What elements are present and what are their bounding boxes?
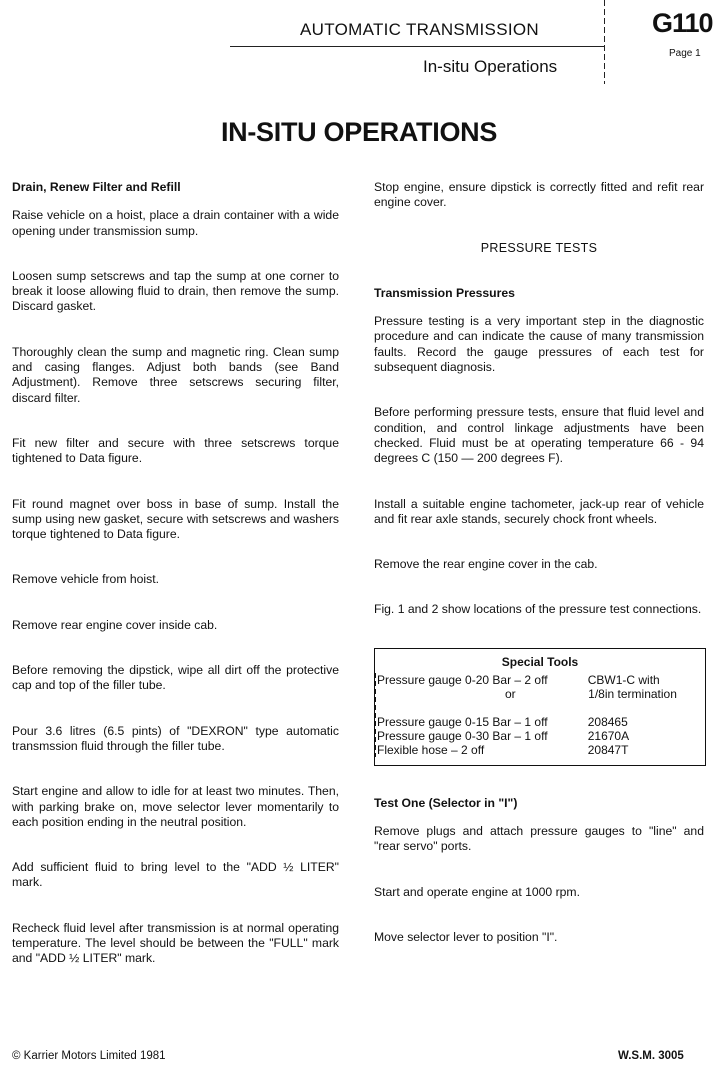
tool-number: 20847T: [587, 742, 629, 757]
paragraph: Remove vehicle from hoist.: [12, 572, 159, 587]
tool-description: or: [505, 686, 516, 701]
special-tools-title: Special Tools: [501, 654, 579, 669]
paragraph: Move selector lever to position "I".: [374, 929, 558, 944]
paragraph: Start and operate engine at 1000 rpm.: [374, 884, 580, 899]
tool-number: 1/8in termination: [588, 686, 677, 701]
transmission-pressures-heading: Transmission Pressures: [374, 285, 515, 300]
paragraph: Fit new filter and secure with three setscrews torque tightened to Data figure.: [12, 435, 339, 466]
paragraph: Before performing pressure tests, ensure that fluid level and condition, and control linkage adjustments have been checked. Fluid must be at operating temperature 66 - 94 degrees C (150 — 200 degrees F).: [374, 405, 704, 466]
section-title: AUTOMATIC TRANSMISSION: [300, 20, 539, 39]
tool-number: CBW1-C with: [587, 672, 660, 687]
page-number: Page 1: [669, 48, 701, 59]
right-column: [374, 180, 704, 975]
test-one-heading: Test One (Selector in "I"): [374, 795, 518, 810]
tool-row: [375, 673, 705, 687]
tool-row: [375, 729, 705, 743]
tool-number: 208465: [587, 714, 628, 729]
paragraph: Add sufficient fluid to bring level to the "ADD ½ LITER" mark.: [12, 860, 339, 890]
tools-divider: [375, 673, 376, 757]
section-code: G110: [652, 8, 713, 38]
left-column: [12, 180, 339, 997]
tool-row: [375, 687, 705, 701]
pressure-tests-title: PRESSURE TESTS: [480, 240, 598, 255]
paragraph: Pressure testing is a very important step in the diagnostic procedure and can indicate the cause of many transmission faults. Record the gauge pressures of each test for subsequent diagnosis.: [374, 314, 704, 375]
header-divider: [604, 0, 605, 84]
special-tools-box: [374, 648, 706, 766]
paragraph: Thoroughly clean the sump and magnetic ring. Clean sump and casing flanges. Adjust both bands (see Band Adjustment). Remove three setscrews securing filter, discard filter.: [12, 344, 339, 405]
paragraph: Pour 3.6 litres (6.5 pints) of "DEXRON" type automatic transmssion fluid through the filler tube.: [12, 723, 339, 753]
paragraph: Remove the rear engine cover in the cab.: [374, 557, 598, 572]
paragraph: Install a suitable engine tachometer, jack-up rear of vehicle and fit rear axle stands, securely chock front wheels.: [374, 496, 704, 526]
tool-description: Pressure gauge 0-15 Bar – 1 off: [377, 714, 548, 729]
document-ref: W.S.M. 3005: [618, 1050, 684, 1062]
tool-description: Pressure gauge 0-20 Bar – 2 off: [377, 672, 548, 687]
tool-number: 21670A: [587, 728, 630, 743]
copyright: © Karrier Motors Limited 1981: [12, 1050, 166, 1062]
paragraph: Loosen sump setscrews and tap the sump at one corner to break it loose allowing fluid to drain, then remove the sump. Discard gasket.: [12, 268, 339, 314]
page-title: IN-SITU OPERATIONS: [220, 117, 498, 147]
tool-description: Flexible hose – 2 off: [377, 742, 485, 757]
tool-row: [375, 715, 705, 729]
paragraph: Raise vehicle on a hoist, place a drain container with a wide opening under transmission sump.: [12, 208, 339, 238]
paragraph: Start engine and allow to idle for at least two minutes. Then, with parking brake on, move selector lever momentarily to each position ending in the neutral position.: [12, 784, 339, 829]
paragraph: Fit round magnet over boss in base of sump. Install the sump using new gasket, secure with setscrews and washers torque tightened to Data figure.: [12, 496, 339, 542]
tool-description: Pressure gauge 0-30 Bar – 1 off: [377, 728, 548, 743]
paragraph: Remove plugs and attach pressure gauges to "line" and "rear servo" ports.: [374, 824, 704, 854]
subsection-title: In-situ Operations: [423, 57, 558, 76]
paragraph: Stop engine, ensure dipstick is correctly fitted and refit rear engine cover.: [374, 180, 704, 210]
paragraph: Recheck fluid level after transmission is at normal operating temperature. The level should be between the "FULL" mark and "ADD ½ LITER" mark.: [12, 920, 339, 966]
drain-heading: Drain, Renew Filter and Refill: [12, 180, 181, 194]
paragraph: Remove rear engine cover inside cab.: [12, 617, 218, 632]
header-rule: [230, 46, 605, 47]
paragraph: Before removing the dipstick, wipe all dirt off the protective cap and top of the filler tube.: [12, 663, 339, 693]
paragraph: Fig. 1 and 2 show locations of the pressure test connections.: [374, 602, 702, 617]
tool-row: [375, 743, 705, 757]
